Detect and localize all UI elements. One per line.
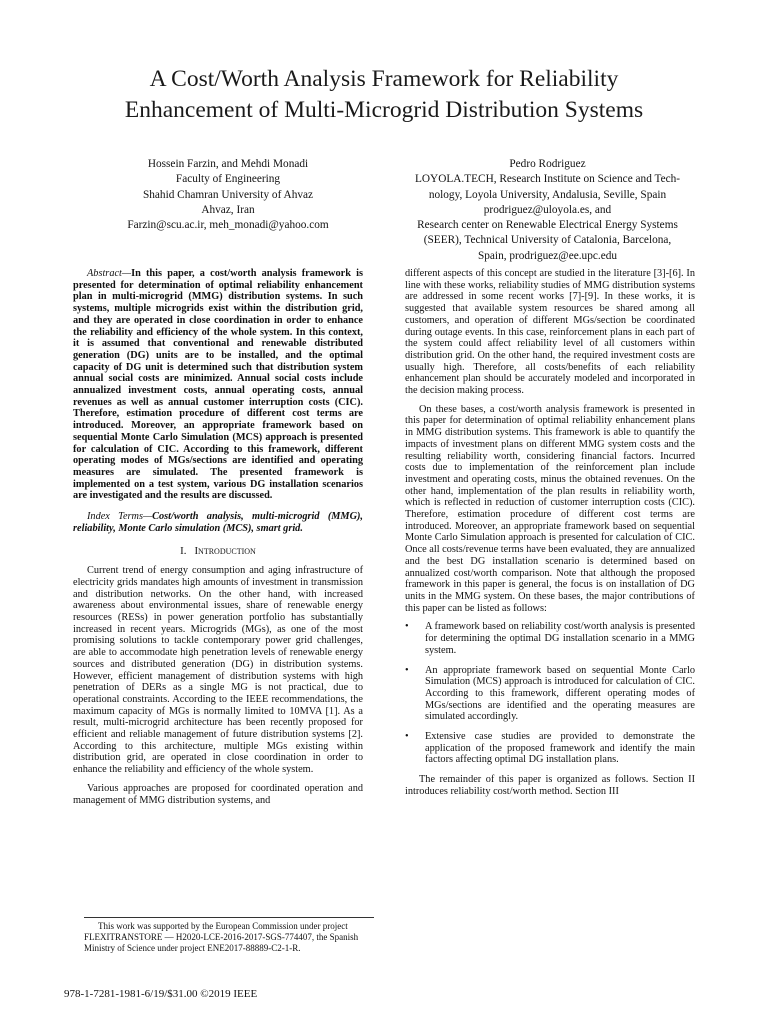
list-item [405, 731, 695, 766]
abstract-text: In this paper, a cost/worth analysis framework is presented for determination of optimal reliability enhancement plan in multi-microgrid (MMG) distribution systems. In such systems, multiple microgrids exist within the distribution grid, and they are operated in close coordination in order to enhance the reliability and efficiency of the whole system. In this context, it is assumed that conventional and renewable distributed generation (DG) units are to be installed, and the optimal capacity of DG unit is determined such that distribution system annual social costs are minimized. Annual social costs include annualized investment costs, annual operating costs, annual revenues as well as annual customer interruption costs (CIC). Therefore, estimation procedure of different cost terms are introduced. Moreover, an appropriate framework based on sequential Monte Carlo Simulation (MCS) approach is presented for calculation of CIC. According to this framework, different operating modes of MGs/sections are identified and operating measures are simulated. The presented framework is implemented on a test system, various DG installation scenarios are investigated and the results are discussed. [73, 268, 363, 502]
left-column [73, 268, 363, 806]
author-names: Hossein Farzin, and Mehdi Monadi [147, 158, 309, 170]
bullet-icon: • [405, 621, 409, 633]
right-column [405, 268, 695, 798]
intro-paragraph-1: Current trend of energy consumption and aging infrastructure of electricity grids mandates high amounts of investment in transmission and distribution networks. On the other hand, with increased awareness about environmental issues, share of renewable energy resources (RESs) in power generation portfolio has substantially increased in recent years. Microgrids (MGs), as one of the most promising solutions to tackle contemporary power grid challenges, are able to accommodate high penetration levels of renewable energy sources and distributed generation (DG) in distribution systems. However, efficient management of distribution systems with high penetration of DERs as a single MG is not practical, due to operational constraints. According to the IEEE recommendations, the maximum capacity of MGs is normally limited to 10MVA [1]. As a result, multi-microgrid architecture has been recently proposed for efficient and reliable management of future distribution systems [2]. According to this architecture, multiple MGs existing within distribution grid, are operated in close coordination in order to enhance the reliability and efficiency of the whole system. [73, 565, 363, 776]
body-paragraph-2: On these bases, a cost/worth analysis framework is presented in this paper for determination of optimal reliability enhancement plans in MMG distribution systems. This framework is able to quantify the impacts of investment plans on different MMG system costs and the resulting reliability worth, considering financial factors. Incurred costs due to implementation of the reinforcement plan include investment and operating costs, minus the obtained revenues. On the other hand, implementation of the plan results in reliability worth, which is reflected in reduction of customer interruption costs (CIC). Therefore, estimation procedure of different cost terms are introduced. Moreover, an appropriate framework based on sequential Monte Carlo Simulation approach is presented for calculation of CIC. Once all costs/revenue terms have been evaluated, they are annualized and the best DG installation scenario is determined based on annualized cost/worth comparison. Note that although the proposed framework in this paper is general, the focus is on installation of DG units in the MMG system. On these bases, the major contributions of this paper can be listed as follows: [405, 403, 695, 614]
section-heading-introduction [73, 546, 363, 558]
index-terms [73, 511, 363, 534]
paper-title [60, 64, 708, 126]
author-name: Pedro Rodriguez [509, 158, 586, 170]
body-paragraph-1: different aspects of this concept are studied in the literature [3]-[6]. In line with these works, reliability studies of MMG distribution systems are addressed in some recent works [7]-[9]. In these works, it is suggested that available system resources be shared among all customers, and operation of different MGs/section be coordinated during outage events. In this case, reinforcement plans in each part of the system could affect reliability level of all customers within distribution grid. On the other hand, the required investment costs are usually high. Therefore, all costs/benefits of each reliability enhancement plan should be accurately modeled and incorporated in the decision making process. [405, 268, 695, 397]
bullet-icon: • [405, 731, 409, 743]
abstract-label: Abstract— [87, 268, 132, 279]
contribution-1: A framework based on reliability cost/worth analysis is presented for determining the optimal DG installation scenario in a MMG system. [425, 621, 695, 656]
abstract [73, 268, 363, 502]
author-block-left [84, 157, 372, 233]
footnote-rule [84, 917, 374, 918]
section-number: I. [180, 545, 187, 558]
author-university: Shahid Chamran University of Ahvaz [142, 188, 314, 201]
title-line-1: A Cost/Worth Analysis Framework for Reliability [149, 66, 619, 92]
author-department: Faculty of Engineering [175, 173, 281, 186]
list-item [405, 665, 695, 724]
footnote-text: This work was supported by the European Commission under project FLEXITRANSTORE — H2020-LCE-2016-2017-SGS-774407, the Spanish Ministry of Science under project ENE2017-88889-C2-1-R. [84, 921, 359, 953]
contribution-3: Extensive case studies are provided to demonstrate the application of the proposed framework and identify the main factors affecting optimal DG installation plans. [425, 731, 695, 766]
index-terms-label: Index Terms— [87, 511, 153, 523]
author-city: Ahvaz, Iran [201, 203, 255, 216]
isbn-copyright: 978-1-7281-1981-6/19/$31.00 ©2019 IEEE [64, 988, 258, 1000]
funding-footnote [84, 921, 374, 954]
bullet-icon: • [405, 664, 409, 676]
author-email-1: prodriguez@uloyola.es, and [483, 203, 612, 216]
affiliation-2-line-1: Research center on Renewable Electrical Energy Systems [417, 219, 678, 232]
title-line-2: Enhancement of Multi-Microgrid Distribution Systems [124, 97, 644, 123]
closing-paragraph: The remainder of this paper is organized as follows. Section II introduces reliability cost/worth method. Section III [405, 774, 695, 797]
section-title: Introduction [194, 545, 256, 558]
intro-paragraph-2: Various approaches are proposed for coordinated operation and management of MMG distribution systems, and [73, 782, 363, 806]
contribution-2: An appropriate framework based on sequential Monte Carlo Simulation (MCS) approach is introduced for calculation of CIC. According to this framework, different operating modes of MGs/sections are identified and the operating measures are simulated accordingly. [425, 664, 695, 723]
author-block-right [400, 157, 695, 264]
affiliation-1-line-2: nology, Loyola University, Andalusia, Seville, Spain [428, 188, 667, 201]
affiliation-1-line-1: LOYOLA.TECH, Research Institute on Science and Tech- [414, 173, 681, 186]
affiliation-2-line-3: Spain, prodriguez@ee.upc.edu [477, 249, 617, 262]
index-terms-text: Cost/worth analysis, multi-microgrid (MMG), reliability, Monte Carlo simulation (MCS), smart grid. [73, 511, 364, 534]
affiliation-2-line-2: (SEER), Technical University of Catalonia, Barcelona, [423, 234, 672, 247]
list-item [405, 621, 695, 656]
contributions-list [405, 621, 695, 766]
author-email: Farzin@scu.ac.ir, meh_monadi@yahoo.com [127, 219, 329, 232]
